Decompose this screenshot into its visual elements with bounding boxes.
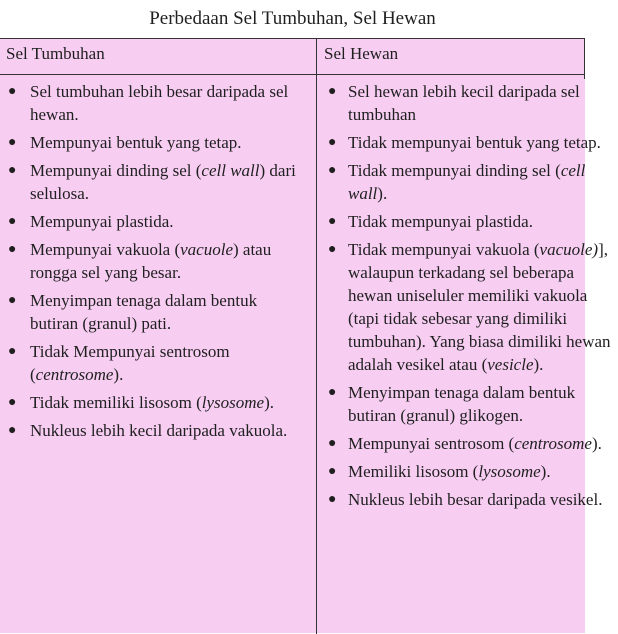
plant-item-text: [30, 161, 296, 203]
text-segment: Tidak mempunyai plastida.: [348, 212, 533, 231]
animal-item-text: [348, 434, 602, 453]
bullet-icon: ●: [8, 423, 17, 438]
animal-list-item: [318, 131, 618, 154]
text-segment: Tidak mempunyai vakuola (: [348, 240, 540, 259]
plant-item-text: [30, 133, 242, 152]
italic-term: centrosome: [514, 434, 592, 453]
animal-item-text: [348, 490, 602, 509]
italic-term: cell wall: [348, 161, 586, 203]
text-segment: Tidak Mempunyai sentrosom (: [30, 342, 230, 384]
text-segment: ).: [540, 462, 551, 481]
animal-list-item: [318, 432, 618, 455]
plant-list-item: [0, 238, 308, 284]
text-segment: ], walaupun terkadang sel beberapa hewan uniseluler memiliki vakuola (tapi tidak sebesar yang dimiliki tumbuhan). Yang biasa dimiliki hewan adalah vesikel atau (: [348, 240, 611, 374]
italic-term: vacuole: [180, 240, 233, 259]
bullet-icon: ●: [8, 242, 17, 257]
text-segment: Nukleus lebih kecil daripada vakuola.: [30, 421, 288, 440]
bullet-icon: ●: [328, 385, 337, 400]
text-segment: ).: [264, 393, 275, 412]
plant-item-text: [30, 212, 174, 231]
italic-term: lysosome: [201, 393, 265, 412]
text-segment: Mempunyai bentuk yang tetap.: [30, 133, 242, 152]
plant-item-text: [30, 291, 257, 333]
bullet-icon: ●: [328, 135, 337, 150]
text-segment: ).: [377, 184, 388, 203]
animal-list-item: [318, 381, 618, 427]
text-segment: Mempunyai dinding sel (: [30, 161, 202, 180]
bullet-icon: ●: [8, 84, 17, 99]
right-border: [584, 39, 585, 79]
bullet-icon: ●: [328, 163, 337, 178]
text-segment: Sel tumbuhan lebih besar daripada sel hewan.: [30, 82, 289, 124]
bullet-icon: ●: [328, 214, 337, 229]
bullet-icon: ●: [8, 163, 17, 178]
text-segment: ) dari selulosa.: [30, 161, 296, 203]
plant-list-item: [0, 391, 308, 414]
text-segment: Menyimpan tenaga dalam bentuk butiran (granul) glikogen.: [348, 383, 576, 425]
text-segment: Tidak mempunyai dinding sel (: [348, 161, 561, 180]
table-header-row: [0, 39, 585, 75]
animal-list-item: [318, 159, 618, 205]
plant-item-text: [30, 240, 271, 282]
plant-list-item: [0, 131, 308, 154]
bullet-icon: ●: [8, 135, 17, 150]
text-segment: Sel hewan lebih kecil daripada sel tumbuhan: [348, 82, 580, 124]
animal-item-text: [348, 82, 580, 124]
text-segment: ).: [113, 365, 124, 384]
header-animal-cell: Sel Hewan: [324, 44, 399, 63]
bullet-icon: ●: [8, 293, 17, 308]
plant-item-text: [30, 82, 288, 124]
animal-item-text: [348, 161, 585, 203]
column-divider: [316, 39, 317, 634]
italic-term: centrosome: [35, 365, 114, 384]
italic-term: lysosome: [478, 462, 541, 481]
header-plant-cell: Sel Tumbuhan: [6, 44, 105, 63]
bullet-icon: ●: [8, 214, 17, 229]
bullet-icon: ●: [8, 395, 17, 410]
animal-item-text: [348, 462, 551, 481]
comparison-table: [0, 38, 611, 633]
italic-term: vesicle: [487, 355, 534, 374]
plant-list-item: [0, 210, 308, 233]
animal-list-item: [318, 80, 618, 126]
bullet-icon: ●: [328, 84, 337, 99]
plant-list-item: [0, 159, 308, 205]
plant-item-text: [30, 393, 274, 412]
animal-list-item: [318, 460, 618, 483]
plant-list-item: [0, 419, 308, 442]
bullet-icon: ●: [328, 464, 337, 479]
animal-cell-list: [318, 80, 618, 516]
bullet-icon: ●: [8, 344, 17, 359]
animal-list-item: [318, 238, 618, 376]
plant-item-text: [30, 342, 230, 384]
animal-item-text: [348, 240, 611, 374]
text-segment: Menyimpan tenaga dalam bentuk butiran (granul) pati.: [30, 291, 258, 333]
animal-list-item: [318, 210, 618, 233]
text-segment: Tidak memiliki lisosom (: [30, 393, 202, 412]
text-segment: ) atau rongga sel yang besar.: [30, 240, 272, 282]
text-segment: Memiliki lisosom (: [348, 462, 479, 481]
text-segment: ).: [591, 434, 602, 453]
text-segment: Mempunyai vakuola (: [30, 240, 181, 259]
text-segment: Tidak mempunyai bentuk yang tetap.: [348, 133, 601, 152]
plant-list-item: [0, 80, 308, 126]
animal-list-item: [318, 488, 618, 511]
italic-term: cell wall: [201, 161, 260, 180]
document-title: Perbedaan Sel Tumbuhan, Sel Hewan: [149, 8, 436, 29]
bullet-icon: ●: [328, 242, 337, 257]
text-segment: Mempunyai sentrosom (: [348, 434, 515, 453]
animal-item-text: [348, 212, 533, 231]
plant-cell-list: [0, 80, 308, 447]
plant-item-text: [30, 421, 287, 440]
text-segment: ).: [533, 355, 544, 374]
text-segment: Nukleus lebih besar daripada vesikel.: [348, 490, 603, 509]
animal-item-text: [348, 133, 601, 152]
bullet-icon: ●: [328, 436, 337, 451]
animal-item-text: [348, 383, 575, 425]
plant-list-item: [0, 289, 308, 335]
plant-list-item: [0, 340, 308, 386]
text-segment: Mempunyai plastida.: [30, 212, 174, 231]
bullet-icon: ●: [328, 492, 337, 507]
italic-term: vacuole): [539, 240, 599, 259]
